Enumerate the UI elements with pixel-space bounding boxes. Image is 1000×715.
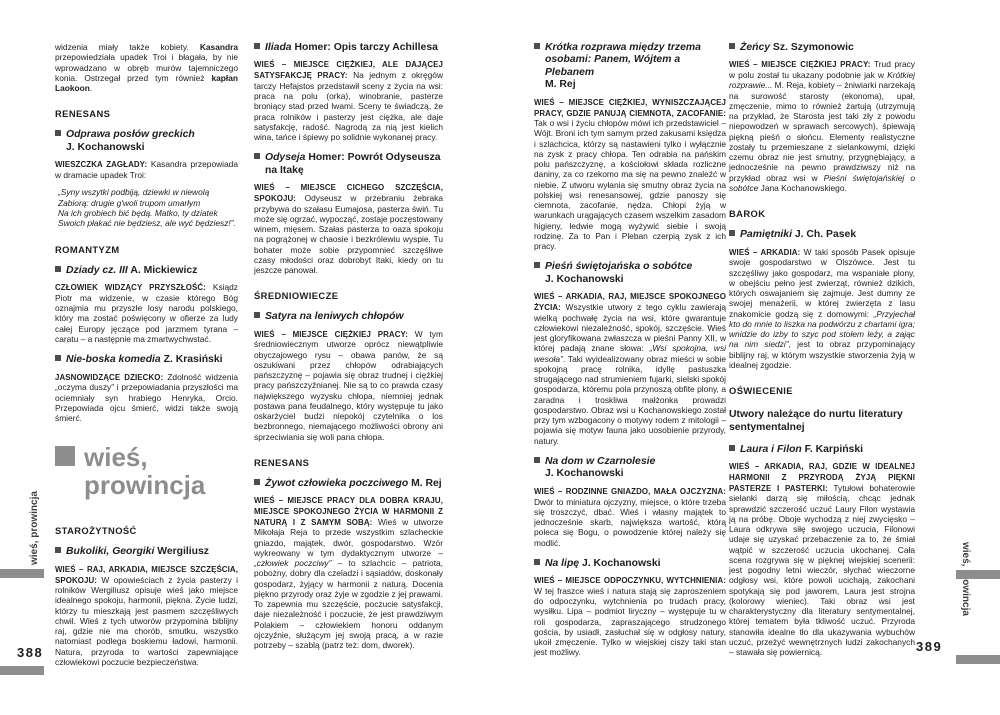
paragraph	[534, 575, 726, 657]
verse-line: Zabiorą: drugie g'woli trupom umarłym	[58, 197, 201, 208]
work-title-text: Na dom w Czarnolesie	[545, 455, 656, 467]
work-title-text: Satyra na leniwych chłopów	[265, 311, 404, 323]
margin-bar	[0, 569, 44, 578]
verse-line: „Syny wszytki podbiją, dziewki w niewolą	[58, 187, 210, 198]
keyword-label: WIEŚ – MIEJSCE CICHEGO SZCZĘŚCIA, SPOKOJU:	[254, 183, 443, 203]
work-author: J. Kochanowski	[581, 557, 661, 569]
paragraph	[534, 486, 726, 548]
text-run: M. Reja, kobiety – żniwiarki narzekają na surowość starosty (ekonoma), upał, zmęczenie, mimo to również żartują (utrzymują na przykład, że Starosta jest taki zły z powodu niepowodzeń w sprawach sercowych), śpiewają piękną pieśń o słońcu. Elementy realistyczne zostały tu przemieszane z sielankowymi, dzięki czemu obraz nie jest smutny, przygnębiający, a jednocześnie na pewno prawdziwszy niż na przykład obraz wsi w	[729, 80, 915, 183]
epoch-heading: RENESANS	[55, 108, 111, 120]
square-bullet-icon	[55, 547, 61, 553]
text-run: Wszystkie utwory z tego cyklu zawierają wielką pochwałę życia na wsi, które gwarantuje człowiekowi niezależność, spokój, szczęście. Wieś jest gloryfikowana zwłaszcza w pieśni Panny XII, w której padają znane słowa:	[534, 302, 726, 354]
square-bullet-icon	[534, 43, 540, 49]
paragraph	[534, 97, 726, 252]
epoch-heading: BAROK	[729, 208, 766, 220]
text-run: .	[89, 83, 93, 93]
keyword-label: WIEŚ – RODZINNE GNIAZDO, MAŁA OJCZYZNA:	[534, 486, 726, 496]
text-run: Wieś w utworze Mikołaja Reja to przede wszystkim szlacheckie gniazdo, majątek, dwór, gospodarstwo. Wzór wykreowany w tym dydaktycznym utworze –	[254, 516, 443, 558]
square-bullet-icon	[55, 355, 61, 361]
square-bullet-icon	[254, 312, 260, 318]
work-title	[534, 42, 726, 92]
square-bullet-icon	[534, 559, 540, 565]
square-bullet-icon	[254, 43, 260, 49]
work-title-text: Nie-boska komedia	[66, 354, 161, 366]
work-title	[254, 152, 443, 177]
work-title	[254, 42, 443, 54]
work-author: J. Ch. Pasek	[794, 229, 857, 241]
text-run: Pieśni świętojańskiej o sobótce	[729, 172, 915, 193]
work-title-text: Żywot człowieka poczciwego	[265, 477, 409, 489]
text-run: W tej fraszce wieś i natura stają się zaproszeniem do odpoczynku, wytchnienia po trudach pracy, wysiłku. Lipa – podmiot liryczny – występuje tu w roli gospodarza, zapraszającego strudzonego gościa, by usiadł, zasłuchał się w odgłosy natury, ukoił zmęczenie. Tylko w wiejskiej ciszy taki stan jest możliwy.	[534, 585, 726, 658]
square-bullet-icon	[534, 457, 540, 463]
margin-bar	[956, 570, 1000, 579]
square-bullet-icon	[254, 153, 260, 159]
column-left-page-2	[254, 42, 443, 657]
margin-bar	[0, 666, 44, 675]
text-run: Kasandra przepowiada w dramacie upadek Troi:	[55, 159, 238, 180]
paragraph	[729, 461, 915, 657]
square-bullet-icon	[729, 445, 735, 451]
work-title	[534, 261, 726, 286]
chapter-heading-line: prowincja	[84, 470, 206, 501]
text-run: W taki sposób Pasek opisuje swoje gospodarstwo w Olszówce. Jest tu szczęśliwy jako gospodarz, ma wspaniałe plony, w obejściu pełno jest zwierząt, również dzikich, których oswajaniem się zajmuje. Jest dumny ze swojej menażerii, w której zwierzęta z lasu znakomicie godzą się z domowymi:	[729, 246, 915, 319]
work-title	[534, 558, 726, 570]
paragraph	[254, 59, 443, 142]
work-title-text: Krótka rozprawa między trzema osobami: Panem, Wójtem a Plebanem	[545, 42, 701, 78]
text-run: W opowieściach z życia pasterzy i rolników Wergiliusz opisuje wieś jako miejsce idealnego spokoju, harmonii, piękna. Życie ludzi, którzy tu mieszkają jest pasmem szczęśliwych chwil. Wieś z tych utworów przypomina biblijny raj, gdzie nie ma chorób, smutku, wszystko natomiast podlega boskiemu ładowi, harmonii. Natura, przyroda to wartości zapewniające człowiekowi poczucie bezpieczeństwa.	[55, 574, 238, 667]
column-left-page-1	[55, 42, 238, 674]
work-author: Wergiliusz	[157, 546, 210, 558]
keyword-label: WIEŚ – ARKADIA, RAJ, MIEJSCE SPOKOJNEGO ŻYCIA:	[534, 292, 726, 313]
work-title	[729, 42, 915, 54]
column-right-page-2	[729, 42, 915, 664]
work-title	[254, 478, 443, 490]
paragraph	[254, 329, 443, 442]
text-run: widzenia miały także kobiety.	[55, 42, 200, 52]
paragraph	[55, 282, 238, 344]
paragraph	[55, 372, 238, 424]
text-run: Trud pracy w polu został tu ukazany podobnie jak w	[729, 59, 915, 81]
paragraph	[55, 564, 238, 667]
work-title-text: Bukoliki, Georgiki	[66, 546, 155, 558]
paragraph	[729, 247, 915, 370]
square-bullet-icon	[254, 479, 260, 485]
text-run: Jana Kochanowskiego.	[758, 182, 847, 193]
text-run: „człowiek poczciwy”	[254, 558, 332, 569]
work-title	[55, 546, 238, 558]
keyword-label: WIEŚ – ARKADIA:	[729, 247, 801, 257]
text-run: „Wsi spokojna, wsi wesoła”	[534, 343, 727, 364]
text-run: Dwór to miniatura ojczyzny, miejsce, o które trzeba się troszczyć, dbać. Wieś i własny majątek to jednocześnie skarb, największa wartość, którą poleca się Bogu, o powodzenie której należy się modlić.	[534, 496, 726, 548]
keyword-label: WIEŚ – MIEJSCE CIĘŻKIEJ, WYNISZCZAJĄCEJ PRACY, GDZIE PANUJĄ CIEMNOTA, ZACOFANIE:	[534, 97, 726, 118]
paragraph	[729, 59, 915, 193]
keyword-label: WIEŚ – MIEJSCE PRACY DLA DOBRA KRAJU, MIEJSCE SPOKOJNEGO ŻYCIA W HARMONII Z NATURĄ I Z SAMYM SOBĄ:	[254, 496, 443, 527]
keyword-label: WIESZCZKA ZAGŁADY:	[55, 160, 148, 170]
verse-quote	[58, 187, 238, 229]
text-run: , jest to obraz przypominający biblijny raj, w którym wszystkie stworzenia żyją w idealnej zgodzie.	[729, 339, 915, 370]
epoch-heading: OŚWIECENIE	[729, 385, 793, 396]
work-author: J. Kochanowski	[545, 273, 624, 285]
work-title-text: Odyseja	[265, 152, 306, 164]
work-title	[55, 354, 238, 366]
work-author: F. Karpiński	[804, 444, 863, 455]
work-title-text: Na lipę	[545, 557, 580, 569]
paragraph	[55, 42, 238, 93]
keyword-label: CZŁOWIEK WIDZĄCY PRZYSZŁOŚĆ:	[55, 283, 206, 293]
keyword-label: WIEŚ – MIEJSCE ODPOCZYNKU, WYTCHNIENIA:	[534, 576, 726, 586]
verse-line: Na ich grobiech bić będą. Matko, ty dziatek	[58, 207, 218, 218]
work-title	[254, 311, 443, 323]
square-bullet-icon	[55, 266, 61, 272]
paragraph	[254, 182, 443, 275]
work-title	[729, 444, 915, 456]
work-title-text: Pamiętniki	[740, 229, 792, 241]
work-title-text: Żeńcy	[740, 42, 771, 53]
work-title	[55, 265, 238, 277]
text-run: Na jednym z okręgów tarczy Hefajstos przedstawił sceny z życia na wsi: praca na polu (orka), winobranie, pasterze broniący stad przed lwami. Sceny te świadczą, że praca rolników i pasterzy jest ciężka, ale daje satysfakcję, radość. Nagrodą za nią jest kielich wina, tańce i śpiewy po solidnie wykonanej pracy.	[254, 70, 443, 143]
keyword-label: WIEŚ – MIEJSCE CIĘŻKIEJ PRACY:	[254, 329, 408, 339]
keyword-label: WIEŚ – RAJ, ARKADIA, MIEJSCE SZCZĘŚCIA, SPOKOJU:	[55, 564, 238, 585]
work-title-text: Dziady cz. III	[66, 264, 128, 276]
square-bullet-icon	[534, 262, 540, 268]
paragraph	[55, 159, 238, 180]
text-run: Tytułowi bohaterowie sielanki darzą się miłością, chcąc jednak sprawdzić szczerość uczuć Laury Filon wystawia ją na próbę. Oboje wychodzą z niej zwycięsko – Laura odkrywa siłę swojego uczucia, Filonowi udaje się uzyskać przebaczenie za to, że śmiał wątpić w szczerość uczucia ukochanej. Cała scena rozgrywa się w pięknej wiejskiej scenerii: jest pogodny letni wieczór, słychać wieczorne odgłosy wsi, które powoli ucichają, zakochani spotykają się pod jaworem, Laura jest strojna (kolorowy wieniec). Taki obraz wsi jest charakterystyczny dla literatury sentymentalnej, której tematem była tkliwość uczuć. Przyroda stanowiła idealne tło dla ukazywania wybuchów uczuć, przeżyć wewnętrznych ludzi zakochanych – stawała się powiernicą.	[729, 482, 915, 658]
epoch-heading: RENESANS	[254, 456, 310, 468]
text-run: . Taki wyidealizowany obraz mieści w sobie spokojną pracę rolnika, idyllę pastuszka strugającego nad strumieniem fujarki, sielski spokój gospodarza, któremu pola przynoszą obfite plony, a zaradna i troskliwa małżonka prowadzi gospodarstwo. Obraz wsi u Kochanowskiego został przy tym wzbogacony o motywy rodem z mitologii – pojawia się motyw fauna jako uosobienie przyrody, natury.	[534, 353, 726, 446]
text-run: Ksiądz Piotr ma widzenie, w czasie którego Bóg oznajmia mu przyszłe losy narodu polskiego, który ma zostać poświęcony w ofierze za ludy całej Europy jęczące pod jarzmem tyrana – caratu – a następnie ma zmartwychwstać.	[55, 282, 238, 344]
work-title-text: Pieśń świętojańska o sobótce	[545, 261, 693, 273]
chapter-heading	[55, 443, 238, 499]
epoch-heading: ROMANTYZM	[55, 243, 120, 255]
square-bullet-icon	[729, 43, 735, 49]
margin-bar	[956, 655, 1000, 664]
work-title	[55, 129, 238, 154]
text-run: Odyseusz w przebraniu żebraka przybywa do szałasu Eumajosa, pasterza świń. Tu może się ogrzać, wypocząć, zostaje poczęstowany winem, mięsem. Szałas pasterza to oaza spokoju na pogrążonej w chaosie i bezkrólewiu wyspie. Tu bohater może sobie przypomnieć szczęśliwe czasy młodości oraz dobrobyt Itaki, kiedy on tu jeszcze panował.	[254, 192, 443, 276]
text-run: kapłan Laokoon	[55, 72, 238, 93]
group-subheading: Utwory należące do nurtu literatury sentymentalnej	[729, 409, 903, 433]
keyword-label: WIEŚ – MIEJSCE CIĘŻKIEJ, ALE DAJĄCEJ SATYSFAKCJĘ PRACY:	[254, 60, 443, 81]
text-run: Tak o wsi i życiu chłopów mówi ich przedstawiciel – Wójt. Broni ich tym samym przed zakusami księdza i szlachcica, którzy są nastawieni tylko i wyłącznie na zysk z pracy chłopa. Ten odrabia na pańskim polu pańszczyznę, a kościołowi składa rozliczne daniny, za co rzekomo ma się na pewno znaleźć w niebie. Z utworu wyłania się smutny obraz życia na polskiej wsi renesansowej, gdzie panoszy się ciemnota, zacofanie, nędza. Chłopi żyją w warunkach urągających czasem wszelkim zasadom higieny, ledwie mogą wyżywić siebie i swoją rodzinę. Za to Pan i Pleban czerpią zysk z ich pracy.	[534, 118, 726, 252]
keyword-label: JASNOWIDZĄCE DZIECKO:	[55, 372, 164, 382]
work-author: J. Kochanowski	[66, 141, 145, 153]
work-author: Z. Krasiński	[163, 354, 223, 366]
work-title-text: Iliada	[265, 42, 292, 53]
work-author: M. Rej	[545, 79, 576, 91]
work-title	[729, 229, 915, 241]
epoch-heading: ŚREDNIOWIECZE	[254, 290, 339, 302]
text-run: – to szlachcic – patriota, pobożny, dobry dla czeladzi i sąsiadów, doskonały gospodarz, żyjący w harmonii z naturą. Docenia piękno przyrody oraz żyje w zgodzie z jej prawami. To zapewnia mu szczęście, poczucie satysfakcji, daje niezależność i poczucie, że jest prawdziwym Polakiem – człowiekiem honoru oddanym ojczyźnie, służącym jej swoją pracą, a w razie potrzeby – szablą (patrz też: dom, dworek).	[254, 558, 444, 651]
work-author: Sz. Szymonowic	[772, 42, 854, 53]
verse-line: Swoich płakać nie będziesz, ale wyć będziesz!”.	[58, 218, 236, 229]
work-title-text: Odprawa posłów greckich	[66, 129, 195, 141]
work-title	[534, 456, 726, 481]
work-author: A. Mickiewicz	[130, 264, 198, 276]
paragraph	[254, 495, 443, 650]
chapter-square-icon	[55, 446, 75, 466]
text-run: Zdolność widzenia „oczyma duszy” i przepowiadania przyszłości ma ociemniały syn hrabiego Henryka, Orcio. Przepowiada ojcu śmierć, widzi także swoją śmierć.	[55, 371, 238, 424]
work-title-text: Laura i Filon	[740, 444, 802, 455]
margin-tab-label: wieś, prowincja	[29, 491, 40, 565]
text-run: Kasandra	[199, 42, 238, 52]
column-right-page-1	[534, 42, 726, 665]
text-run: „Przyjechał kto do mnie to liszka na podwórzu z chartami igra; wnidzie do izby to szyc pod stołem leży, a zając na nim siedzi”	[729, 308, 915, 350]
keyword-label: WIEŚ – MIEJSCE CIĘŻKIEJ PRACY:	[729, 60, 871, 70]
page-number-right: 389	[916, 639, 943, 654]
epoch-heading: STAROŻYTNOŚĆ	[55, 525, 137, 537]
text-run: Krótkiej rozprawie...	[729, 70, 915, 91]
square-bullet-icon	[729, 230, 735, 236]
square-bullet-icon	[55, 130, 61, 136]
text-run: przepowiedziała upadek Troi i błagała, by nie wprowadzano w obręb murów tajemniczego konia. Ostrzegał przed tym również	[55, 52, 238, 83]
work-author: J. Kochanowski	[545, 468, 624, 480]
work-author: Homer: Powrót Odyseusza na Itakę	[265, 152, 441, 176]
work-author: Homer: Opis tarczy Achillesa	[294, 42, 438, 53]
text-run: W tym średniowiecznym utworze oprócz niewątpliwie obyczajowego rysu – obawa panów, że są oszukiwani przez chłopów odrabiających pańszczyznę – pojawia się obraz trudnej i ciężkiej pracy pańszczyźnianej. Nie są to co prawda czasy największego wyzysku chłopa, niemniej jednak postawa pana feudalnego, który występuje tu jako oskarżyciel budzi niepokój czytelnika o los bezbronnego, niemającego możliwości obrony ani sprzeciwiania się woli pana chłopa.	[254, 328, 443, 442]
page-number-left: 388	[17, 645, 44, 660]
keyword-label: WIEŚ – ARKADIA, RAJ, GDZIE W IDEALNEJ HARMONII Z PRZYRODĄ ŻYJĄ PIĘKNI PASTERZE I PASTERKI:	[729, 462, 915, 493]
paragraph	[534, 291, 726, 446]
work-author: M. Rej	[411, 477, 442, 489]
chapter-heading-line: wieś,	[55, 443, 238, 471]
